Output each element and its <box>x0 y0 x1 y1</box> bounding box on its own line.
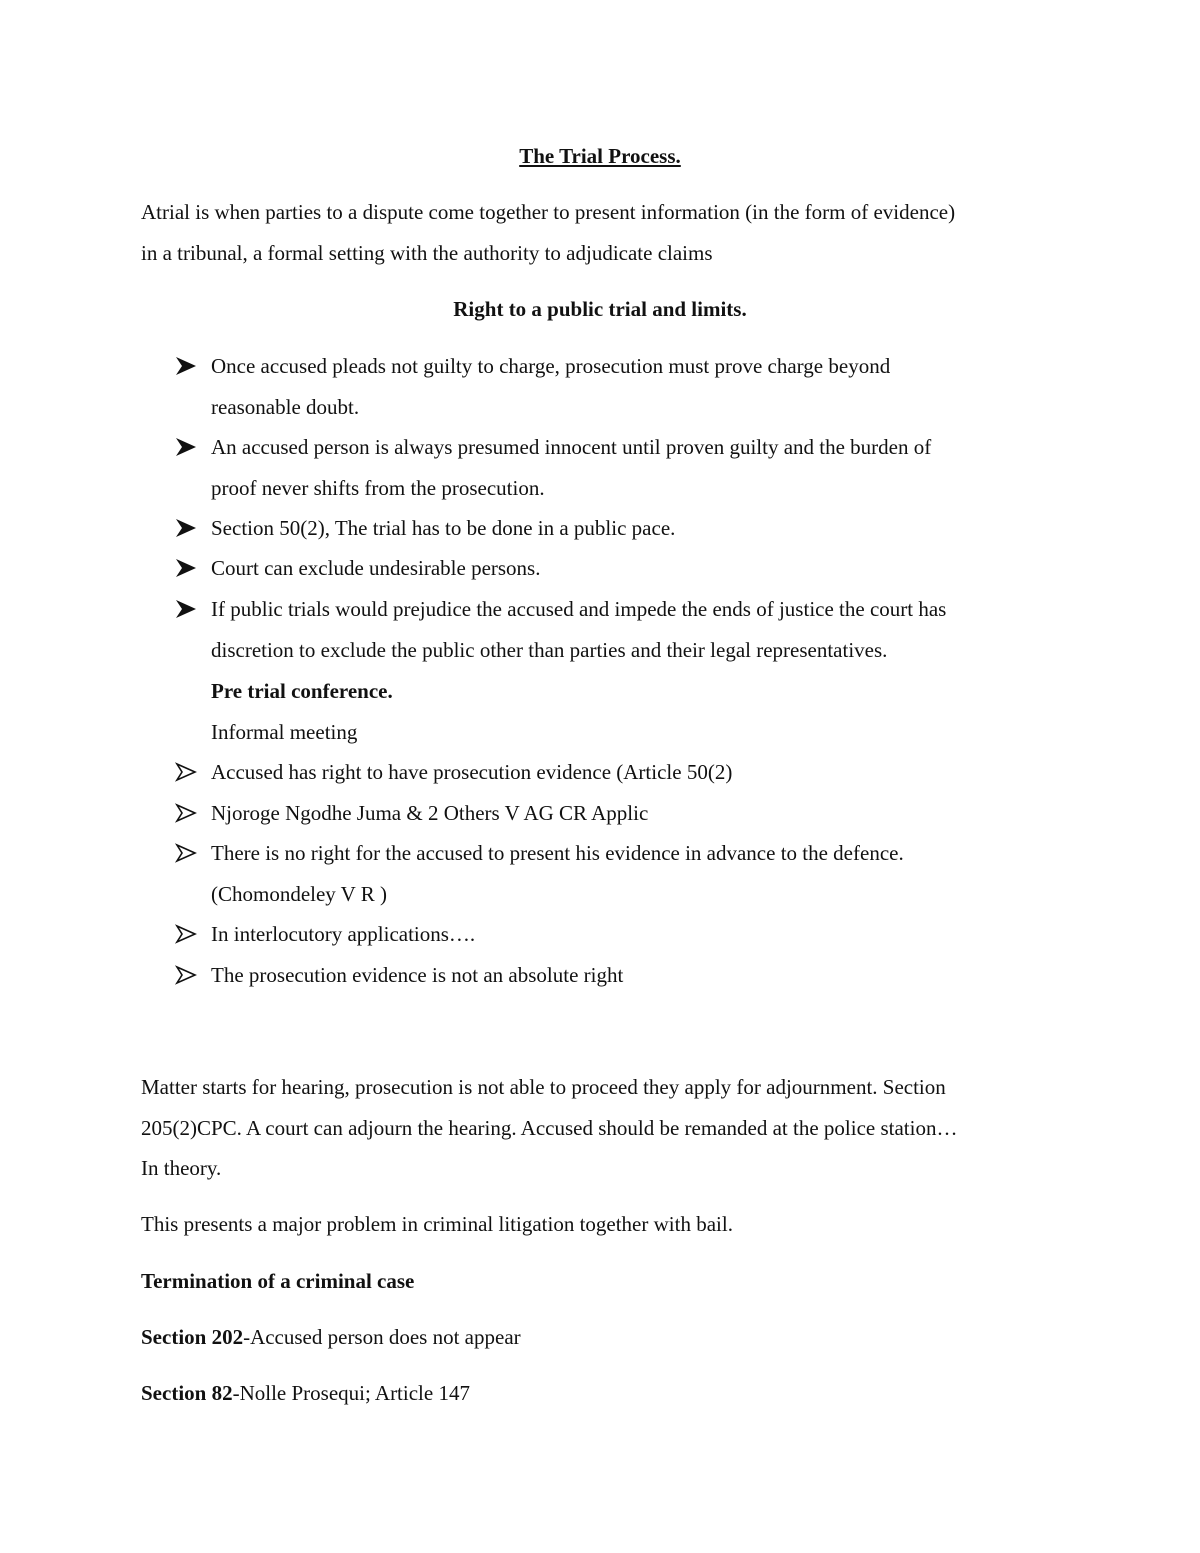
list2-item-4: In interlocutory applications…. <box>211 922 476 946</box>
list1-item-1-line-2: reasonable doubt. <box>211 395 360 419</box>
list1-item-2-line-1: An accused person is always presumed innocent until proven guilty and the burden of <box>211 435 932 459</box>
list2-item-1: Accused has right to have prosecution evidence (Article 50(2) <box>211 760 733 784</box>
termination-heading: Termination of a criminal case <box>141 1269 415 1293</box>
list1-item-1-line-1: Once accused pleads not guilty to charge, prosecution must prove charge beyond <box>211 354 891 378</box>
arrowhead-outline-icon <box>174 963 198 987</box>
adjournment-line-2: 205(2)CPC. A court can adjourn the hearing. Accused should be remanded at the police station… <box>141 1116 958 1140</box>
list2-item-3-line-2: (Chomondeley V R ) <box>211 882 387 906</box>
arrowhead-filled-icon <box>174 556 198 580</box>
adjournment-line-3: In theory. <box>141 1156 222 1180</box>
section-82-label: Section 82 <box>141 1381 233 1405</box>
list1-item-3: Section 50(2), The trial has to be done in a public pace. <box>211 516 676 540</box>
arrowhead-filled-icon <box>174 354 198 378</box>
section-heading-public-trial: Right to a public trial and limits. <box>453 297 747 321</box>
pretrial-subtext: Informal meeting <box>211 720 358 744</box>
arrowhead-outline-icon <box>174 841 198 865</box>
section-202-line <box>141 1324 521 1350</box>
intro-line-1: Atrial is when parties to a dispute come together to present information (in the form of evidence) <box>141 200 956 224</box>
pretrial-heading: Pre trial conference. <box>211 679 393 703</box>
list1-item-5-line-1: If public trials would prejudice the accused and impede the ends of justice the court has <box>211 597 947 621</box>
page-title: The Trial Process. <box>519 144 681 168</box>
list2-item-2: Njoroge Ngodhe Juma & 2 Others V AG CR Applic <box>211 801 649 825</box>
adjournment-line-1: Matter starts for hearing, prosecution is not able to proceed they apply for adjournment. Section <box>141 1075 946 1099</box>
list2-item-3-line-1: There is no right for the accused to present his evidence in advance to the defence. <box>211 841 904 865</box>
section-202-text: -Accused person does not appear <box>243 1325 521 1349</box>
list1-item-2-line-2: proof never shifts from the prosecution. <box>211 476 545 500</box>
list2-item-5: The prosecution evidence is not an absolute right <box>211 963 624 987</box>
arrowhead-outline-icon <box>174 801 198 825</box>
section-82-text: -Nolle Prosequi; Article 147 <box>232 1381 470 1405</box>
arrowhead-outline-icon <box>174 922 198 946</box>
arrowhead-outline-icon <box>174 760 198 784</box>
problem-paragraph: This presents a major problem in criminal litigation together with bail. <box>141 1212 733 1236</box>
arrowhead-filled-icon <box>174 435 198 459</box>
intro-line-2: in a tribunal, a formal setting with the authority to adjudicate claims <box>141 241 713 265</box>
list1-item-5-line-2: discretion to exclude the public other than parties and their legal representatives. <box>211 638 888 662</box>
arrowhead-filled-icon <box>174 516 198 540</box>
section-82-line <box>141 1380 470 1406</box>
arrowhead-filled-icon <box>174 597 198 621</box>
section-202-label: Section 202 <box>141 1325 244 1349</box>
list1-item-4: Court can exclude undesirable persons. <box>211 556 541 580</box>
